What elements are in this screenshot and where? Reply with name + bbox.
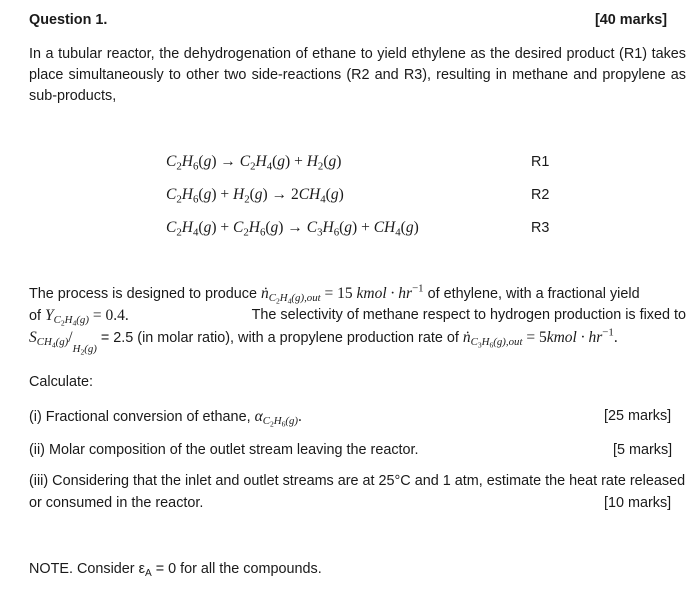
reaction-r2-equation: $C_2H_6(g) + H_2(g) \to 2CH_4(g)$ — [166, 186, 344, 206]
calculate-heading: Calculate: — [29, 374, 93, 390]
item-ii-marks: [5 marks] — [613, 442, 673, 458]
item-iii-line-2: or consumed in the reactor. — [29, 495, 204, 511]
epsilon-symbol: $\varepsilon_A$ — [138, 561, 152, 580]
propylene-flow-expression: ṅ$_{C_3H_6(g),out}$ = 5kmol · $hr^{-1}$. — [462, 326, 618, 350]
note-suffix: = 0 for all the compounds. — [151, 561, 322, 577]
reaction-r2-label: R2 — [531, 187, 550, 203]
process-line-3 — [29, 326, 618, 357]
process-text-5: = 2.5 (in molar ratio), with a propylene production rate of — [100, 330, 463, 346]
reaction-r1-label: R1 — [531, 154, 550, 170]
process-text-4: The selectivity of methane respect to hydrogen production is fixed to — [251, 307, 686, 323]
ethylene-flow-expression: ṅ$_{C_2H_4(g),out}$ = 15 kmol · $hr^{-1}$ — [261, 282, 424, 306]
reaction-r3-label: R3 — [531, 220, 550, 236]
reaction-r3-equation: $C_2H_4(g) + C_2H_6(g) \to C_3H_6(g) + CH_4(g)$ — [166, 219, 419, 239]
selectivity-expression: $S_{CH_4(g)}/_{H_2(g)}$ — [29, 329, 97, 357]
item-i-marks: [25 marks] — [604, 408, 672, 424]
reaction-r1-equation: $C_2H_6(g) \to C_2H_4(g) + H_2(g)$ — [166, 153, 342, 173]
intro-paragraph: In a tubular reactor, the dehydrogenation of ethane to yield ethylene as the desired product (R1) takes place simultaneously to other two side-reactions (R2 and R3), resulting in methane and propylene as sub-products, — [29, 46, 686, 104]
conversion-symbol: $\alpha_{C_2H_6(g)}$. — [254, 408, 302, 429]
process-text-3: of — [29, 308, 45, 324]
question-title: Question 1. — [29, 12, 108, 28]
process-line-1 — [29, 282, 640, 306]
process-text-2: of ethylene, with a fractional yield — [423, 286, 640, 302]
process-line-2 — [29, 307, 129, 328]
item-iii-marks: [10 marks] — [604, 495, 672, 511]
item-i-text: (i) Fractional conversion of ethane, — [29, 409, 255, 425]
question-marks: [40 marks] — [595, 12, 667, 28]
yield-expression: $Y_{C_2H_4(g)} = 0.4$. — [45, 307, 129, 328]
note-prefix: NOTE. Consider — [29, 561, 139, 577]
process-text-1: The process is designed to produce — [29, 286, 261, 302]
item-i — [29, 408, 302, 429]
item-ii-text: (ii) Molar composition of the outlet stream leaving the reactor. — [29, 442, 419, 458]
item-iii-line-1: (iii) Considering that the inlet and outlet streams are at 25°C and 1 atm, estimate the heat rate released — [29, 473, 686, 489]
note — [29, 561, 322, 580]
